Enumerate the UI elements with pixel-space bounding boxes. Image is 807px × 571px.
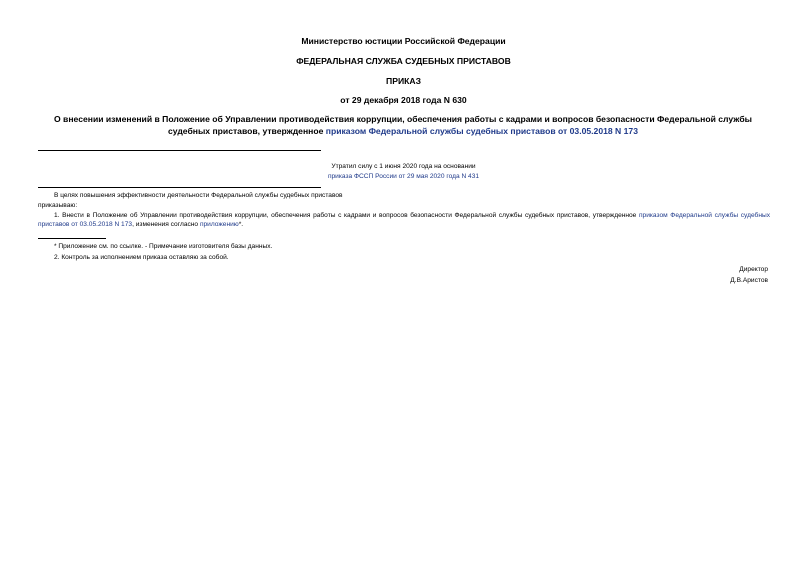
status-note-text: Утратил силу с 1 июня 2020 года на основании (331, 163, 476, 170)
document-title (38, 114, 768, 137)
divider-line (38, 150, 321, 151)
item-1-link[interactable]: приказом Федеральной службы судебных приставов от 03.05.2018 N 173 (38, 212, 770, 229)
item-2-text: 2. Контроль за исполнением приказа оставляю за собой. (54, 254, 229, 261)
ministry-heading: Министерство юстиции Российской Федерации (301, 36, 506, 46)
title-text: О внесении изменений в Положение об Управлении противодействия коррупции, обеспечения работы с кадрами и вопросов безопасности Федеральной службы судебных приставов, утвержденное (53, 114, 752, 136)
signature-name: Д.В.Аристов (730, 277, 768, 284)
item-1-mid: , изменения согласно (132, 221, 200, 229)
service-heading: ФЕДЕРАЛЬНАЯ СЛУЖБА СУДЕБНЫХ ПРИСТАВОВ (296, 56, 511, 66)
signature-position: Директор (739, 266, 768, 273)
divider-line (38, 187, 321, 188)
preamble-text: В целях повышения эффективности деятельности Федеральной службы судебных приставов (54, 192, 343, 199)
order-word: приказываю: (38, 202, 78, 209)
doc-type-heading: ПРИКАЗ (386, 76, 421, 86)
footnote-text: * Приложение см. по ссылке. - Примечание изготовителя базы данных. (54, 243, 273, 250)
title-link[interactable]: приказом Федеральной службы судебных приставов от 03.05.2018 N 173 (325, 125, 638, 136)
date-number-heading: от 29 декабря 2018 года N 630 (340, 95, 467, 105)
appendix-link[interactable]: приложению (199, 221, 239, 229)
item-1-end: *. (238, 221, 244, 229)
status-note-link[interactable]: приказа ФССП России от 29 мая 2020 года N 431 (327, 173, 480, 180)
item-1-text: 1. Внести в Положение об Управлении противодействия коррупции, обеспечения работы с кадрами и вопросов безопасности Федеральной службы судебных приставов, утвержденное (54, 212, 639, 219)
item-1-paragraph (38, 211, 770, 229)
footnote-divider (38, 238, 106, 239)
